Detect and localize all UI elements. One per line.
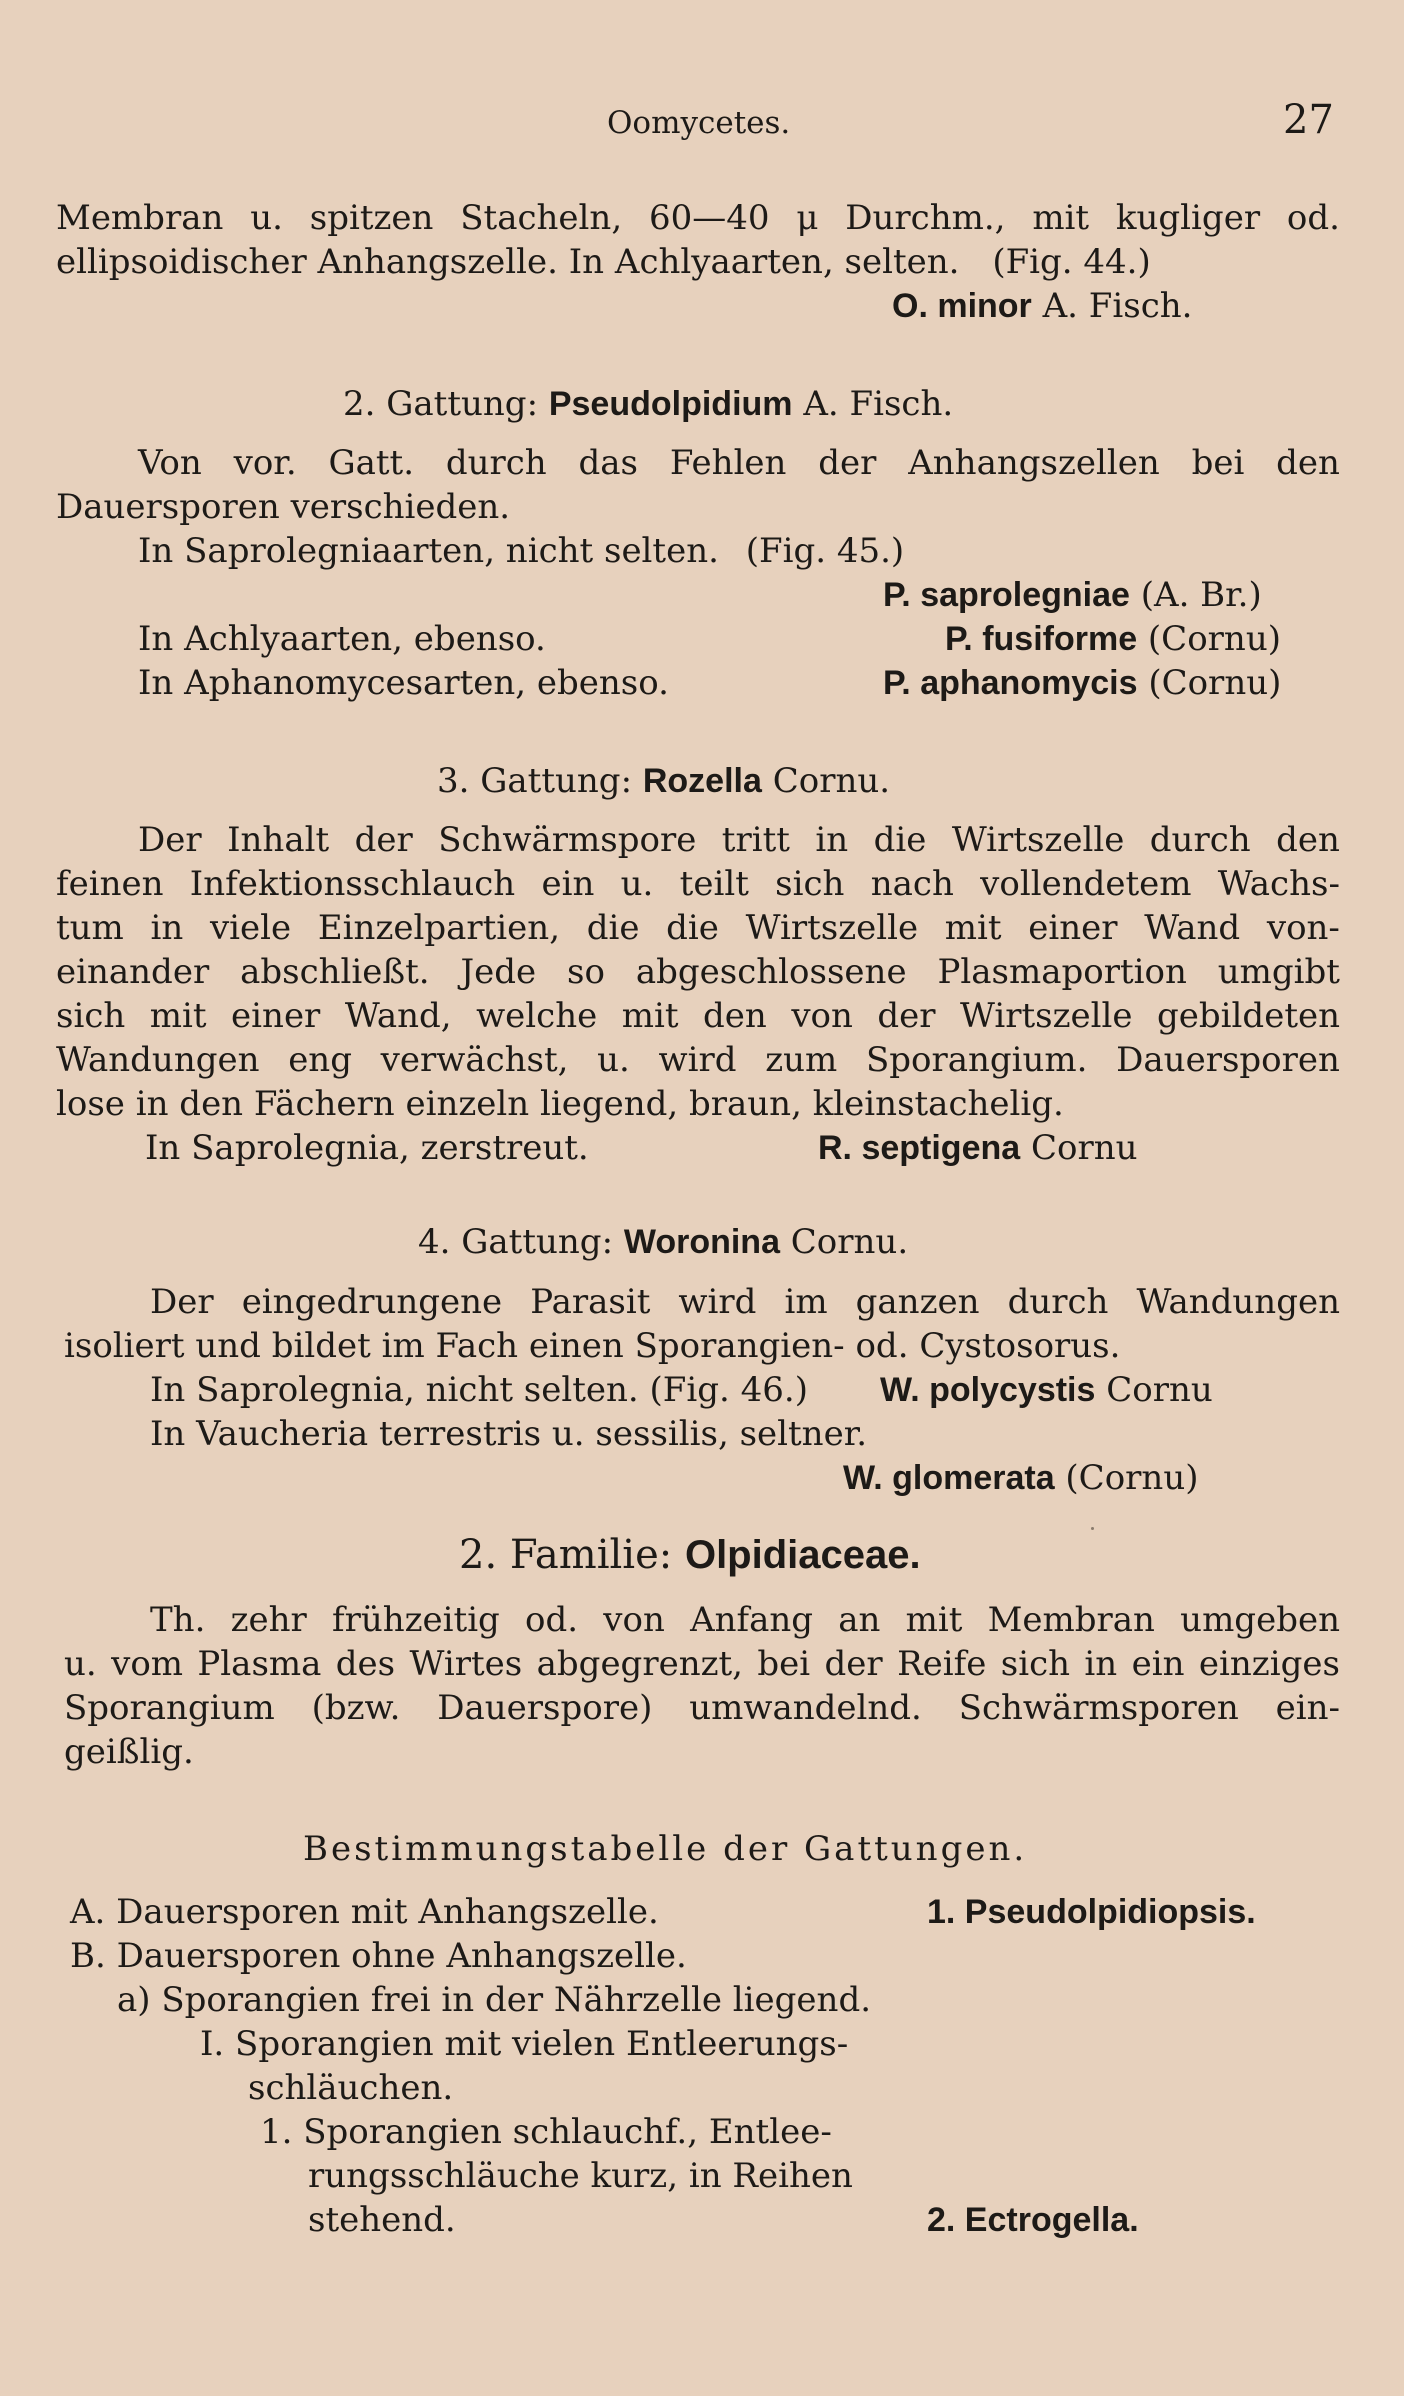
paragraph-line: Dauersporen verschieden.: [56, 487, 511, 527]
word: Parasit: [530, 1282, 651, 1322]
word: Dauerspore): [437, 1688, 653, 1728]
word: Anfang: [690, 1600, 814, 1640]
genus-heading: [343, 384, 953, 424]
paragraph-line: [150, 1282, 1340, 1322]
word: einander: [56, 952, 210, 992]
species-author: (A. Br.): [1140, 575, 1262, 615]
word: Einzelpartien,: [317, 908, 561, 948]
word: der: [824, 1644, 883, 1684]
word: Gatt.: [328, 443, 415, 483]
genus-author: Cornu.: [790, 1222, 909, 1262]
key-entry: I. Sporangien mit vielen Entleerungs-: [200, 2024, 849, 2064]
word: so: [567, 952, 605, 992]
species-name: O. minor: [892, 287, 1032, 325]
species-name: P. saprolegniae: [883, 576, 1130, 614]
word: Der: [150, 1282, 214, 1322]
word: in: [150, 908, 184, 948]
word: Wirtszelle: [745, 908, 919, 948]
paragraph-line: [56, 1040, 1340, 1080]
species-entry: [880, 1370, 1213, 1410]
word: Wachs-: [1217, 864, 1340, 904]
word: bei: [1191, 443, 1245, 483]
word: einer: [231, 996, 321, 1036]
species-name: W. polycystis: [880, 1371, 1096, 1409]
word: die: [666, 908, 719, 948]
word: μ: [796, 198, 819, 238]
key-entry: rungsschläuche kurz, in Reihen: [308, 2156, 853, 2196]
word: u.: [597, 1040, 630, 1080]
word: wird: [678, 1282, 757, 1322]
word: Dauersporen: [1116, 1040, 1340, 1080]
word: umgeben: [1180, 1600, 1340, 1640]
word: sich: [56, 996, 126, 1036]
word: durch: [445, 443, 547, 483]
key-entry: A. Dauersporen mit Anhangszelle.: [70, 1892, 659, 1932]
word: an: [838, 1600, 881, 1640]
paragraph-line: [56, 864, 1340, 904]
word: sich: [775, 864, 845, 904]
word: sich: [1000, 1644, 1071, 1684]
word: Wandungen: [1136, 1282, 1340, 1322]
word: der: [818, 443, 877, 483]
word: 60—40: [648, 198, 770, 238]
word: Schwärmsporen: [958, 1688, 1239, 1728]
word: das: [578, 443, 638, 483]
species-author: A. Fisch.: [1042, 286, 1193, 326]
word: Stacheln,: [460, 198, 623, 238]
genus-author: A. Fisch.: [803, 384, 954, 424]
genus-number: 4. Gattung:: [418, 1222, 614, 1262]
genus-number: 2. Gattung:: [343, 384, 539, 424]
word: Wandungen: [56, 1040, 260, 1080]
genus-name: Pseudolpidium: [548, 385, 793, 423]
word: ein: [541, 864, 595, 904]
paragraph-line: lose in den Fächern einzeln liegend, braun, kleinstachelig.: [56, 1084, 1064, 1124]
family-number: 2. Familie:: [459, 1532, 673, 1578]
word: Anhangszellen: [908, 443, 1160, 483]
species-author: (Cornu): [1065, 1458, 1199, 1498]
species-name: P. aphanomycis: [883, 664, 1138, 702]
paragraph-line: [64, 1688, 1340, 1728]
word: abschließt.: [240, 952, 430, 992]
word: Membran: [56, 198, 224, 238]
habitat-text: [138, 531, 904, 571]
word: Sporangium: [64, 1688, 275, 1728]
family-name: Olpidiaceae.: [684, 1533, 921, 1577]
word: mit: [149, 996, 207, 1036]
word: Schwärmspore: [438, 820, 697, 860]
species-entry: [883, 663, 1281, 703]
word: verwächst,: [380, 1040, 569, 1080]
word: ein-: [1275, 1688, 1340, 1728]
paragraph-line: isoliert und bildet im Fach einen Sporangien- od. Cystosorus.: [64, 1326, 1121, 1366]
word: einziges: [1198, 1644, 1340, 1684]
family-heading: [459, 1532, 921, 1578]
word: vom: [111, 1644, 184, 1684]
paragraph-line: [138, 820, 1340, 860]
key-entry: stehend.: [308, 2200, 456, 2240]
word: Wand,: [344, 996, 452, 1036]
word: mit: [621, 996, 679, 1036]
genus-heading: [437, 761, 890, 801]
word: die: [873, 820, 927, 860]
word: Membran: [987, 1600, 1155, 1640]
word: die: [586, 908, 640, 948]
word: ein: [1131, 1644, 1185, 1684]
word: tum: [56, 908, 124, 948]
word: Der: [138, 820, 202, 860]
species-entry: [883, 575, 1262, 615]
word: durch: [1149, 820, 1251, 860]
word: der: [877, 996, 936, 1036]
word: abgegrenzt,: [536, 1644, 743, 1684]
word: mit: [905, 1600, 963, 1640]
genus-name: Woronina: [623, 1223, 780, 1261]
species-author: (Cornu): [1148, 663, 1282, 703]
word: Plasmaportion: [937, 952, 1187, 992]
word: u.: [250, 198, 283, 238]
word: mit: [1032, 198, 1090, 238]
word: Jede: [460, 952, 537, 992]
species-author: Cornu: [1106, 1370, 1213, 1410]
key-result: 1. Pseudolpidiopsis.: [927, 1893, 1256, 1931]
word: od.: [1286, 198, 1340, 238]
word: Th.: [150, 1600, 206, 1640]
word: umgibt: [1217, 952, 1340, 992]
host-text: In Saprolegniaarten, nicht selten.: [138, 531, 719, 571]
paragraph-line: [138, 443, 1340, 483]
word: umwandelnd.: [689, 1688, 922, 1728]
word: gebildeten: [1157, 996, 1340, 1036]
paragraph-line: [64, 1644, 1340, 1684]
species-name: P. fusiforme: [945, 620, 1138, 658]
key-title: Bestimmungstabelle der Gattungen.: [303, 1829, 1028, 1869]
word: wird: [658, 1040, 737, 1080]
word: abgeschlossene: [635, 952, 907, 992]
word: von: [603, 1600, 665, 1640]
genus-name: Rozella: [642, 762, 762, 800]
species-entry: [843, 1458, 1198, 1498]
page-number: 27: [1283, 97, 1334, 143]
habitat-text: In Vaucheria terrestris u. sessilis, seltner.: [150, 1414, 868, 1454]
habitat-text: In Saprolegnia, nicht selten. (Fig. 46.): [150, 1370, 808, 1410]
key-result: 2. Ectrogella.: [927, 2201, 1139, 2239]
key-entry: B. Dauersporen ohne Anhangszelle.: [70, 1936, 687, 1976]
key-entry: schläuchen.: [248, 2068, 454, 2108]
figure-reference: (Fig. 45.): [745, 531, 905, 571]
word: Durchm.,: [845, 198, 1006, 238]
habitat-text: ellipsoidischer Anhangszelle. In Achlyaarten, selten.: [56, 242, 960, 282]
paragraph-line: [56, 908, 1340, 948]
word: bei: [757, 1644, 811, 1684]
habitat-text: In Achlyaarten, ebenso.: [138, 619, 546, 659]
paragraph-line: geißlig.: [64, 1732, 194, 1772]
species-author: (Cornu): [1147, 619, 1281, 659]
species-author: Cornu: [1030, 1128, 1138, 1168]
word: viele: [209, 908, 292, 948]
word: spitzen: [309, 198, 434, 238]
word: Von: [138, 443, 202, 483]
word: ganzen: [855, 1282, 980, 1322]
genus-heading: [418, 1222, 908, 1262]
word: frühzeitig: [331, 1600, 500, 1640]
word: im: [784, 1282, 828, 1322]
word: tritt: [721, 820, 790, 860]
word: u.: [620, 864, 654, 904]
paragraph-line: [150, 1600, 1340, 1640]
word: in: [815, 820, 849, 860]
species-name: W. glomerata: [843, 1459, 1055, 1497]
habitat-text: In Saprolegnia, zerstreut.: [145, 1128, 589, 1168]
word: feinen: [56, 864, 164, 904]
word: den: [1276, 820, 1340, 860]
word: den: [703, 996, 767, 1036]
word: Wirtes: [409, 1644, 523, 1684]
word: nach: [870, 864, 954, 904]
paragraph-line: [56, 198, 1340, 238]
species-entry: [945, 619, 1281, 659]
paragraph-line: [56, 952, 1340, 992]
word: vor.: [233, 443, 297, 483]
word: kugliger: [1115, 198, 1261, 238]
word: u.: [64, 1644, 97, 1684]
word: zehr: [230, 1600, 307, 1640]
word: Inhalt: [227, 820, 330, 860]
species-entry: [818, 1128, 1138, 1168]
paragraph-line: [56, 242, 1151, 282]
word: den: [1276, 443, 1340, 483]
word: eng: [288, 1040, 352, 1080]
habitat-text: In Aphanomycesarten, ebenso.: [138, 663, 669, 703]
word: von-: [1266, 908, 1340, 948]
word: in: [1084, 1644, 1118, 1684]
word: einer: [1028, 908, 1118, 948]
word: vollendetem: [980, 864, 1192, 904]
word: Wirtszelle: [951, 820, 1125, 860]
word: Infektionsschlauch: [189, 864, 516, 904]
word: od.: [525, 1600, 579, 1640]
key-entry: a) Sporangien frei in der Nährzelle liegend.: [117, 1980, 872, 2020]
word: Wirtszelle: [960, 996, 1133, 1036]
print-speck: [1091, 1527, 1094, 1530]
word: Wand: [1144, 908, 1241, 948]
word: der: [354, 820, 413, 860]
key-entry: 1. Sporangien schlauchf., Entlee-: [260, 2112, 832, 2152]
genus-number: 3. Gattung:: [437, 761, 633, 801]
word: Plasma: [197, 1644, 322, 1684]
word: Fehlen: [669, 443, 787, 483]
word: zum: [765, 1040, 838, 1080]
word: (bzw.: [311, 1688, 401, 1728]
word: von: [791, 996, 853, 1036]
word: Reife: [897, 1644, 987, 1684]
word: eingedrungene: [241, 1282, 503, 1322]
running-header-title: Oomycetes.: [607, 105, 791, 141]
word: mit: [944, 908, 1002, 948]
species-entry: [892, 286, 1192, 326]
paragraph-line: [56, 996, 1340, 1036]
genus-author: Cornu.: [772, 761, 891, 801]
word: Sporangium.: [865, 1040, 1088, 1080]
word: durch: [1007, 1282, 1109, 1322]
species-name: R. septigena: [818, 1129, 1021, 1167]
figure-reference: (Fig. 44.): [992, 242, 1151, 282]
word: des: [335, 1644, 396, 1684]
word: welche: [476, 996, 598, 1036]
word: teilt: [679, 864, 749, 904]
